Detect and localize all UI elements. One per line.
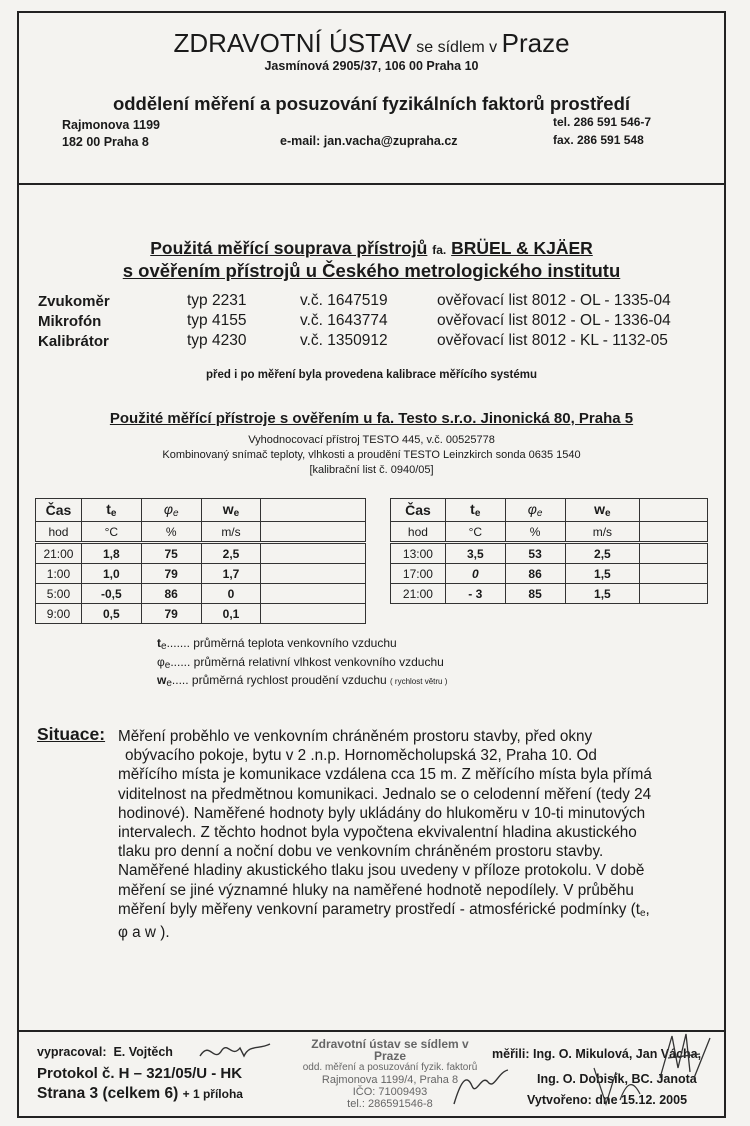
testo-line-1: Vyhodnocovací přístroj TESTO 445, v.č. 00525778 [248,434,495,446]
equip-type: typ 2231 [187,292,247,309]
legend-wind: $w_e$..... průměrná rychlost proudění vzduchu ( rychlost větru ) [157,673,448,689]
situation-label: Situace: [37,724,106,744]
fax: fax. 286 591 548 [553,133,644,147]
dept-city: 182 00 Praha 8 [62,135,149,149]
table-row: 21:00 - 3 85 1,5 [391,584,708,604]
equip-type: typ 4230 [187,332,247,349]
unit-temp: °C [445,522,505,543]
unit-humidity: % [505,522,565,543]
equip-type: typ 4155 [187,312,247,329]
institute-stamp: Zdravotní ústav se sídlem v Praze odd. měření a posuzování fyzik. faktorů Rajmonova 1199/4, Praha 8 IČO: 71009493 tel.: 286591546-8 [302,1037,478,1110]
equip-name: Kalibrátor [38,333,109,350]
testo-line-3: [kalibrační list č. 0940/05] [309,464,434,476]
situation-text: Měření proběhlo ve venkovním chráněném prostoru stavby, před okny obývacího pokoje, bytu v 2 .n.p. Hornoměcholupská 32, Praha 10. Od měřícího místa je komunikace vzdálena cca 15 m. Z měřícího místa byla přímá viditelnost na předmětnou komunikaci. Jednalo se o celodenní měření (tedy 24 hodinové). Naměřené hodnoty byly ukládány do hlukoměru v 10-ti minutových intervalech. Z těchto hodnot byla vypočtena ekvivalentní hladina akustického tlaku pro denní a noční dobu ve venkovním chráněném prostoru stavby. Naměřené hladiny akustického tlaku jsou uvedeny v příloze protokolu. V době měření se jiné významné hluky na naměřené hodnotě nepodílely. V průběhu měření byly měřeny venkovní parametry prostředí - atmosférické podmínky ($t_e$, φ a w ). [118,728,652,942]
equip-serial: v.č. 1647519 [300,292,388,309]
equipment-title-1: Použitá měřící souprava přístrojů fa. BRÜEL & KJÄER [150,238,593,258]
table-row: 1:00 1,0 79 1,7 [36,564,366,584]
legend-temp: $t_e$....... průměrná teplota venkovního vzduchu [157,636,397,652]
footer-divider [17,1030,726,1032]
unit-wind: m/s [201,522,261,543]
col-humidity: $\varphi_e$ [141,499,201,522]
col-time: Čas [391,499,446,522]
measured-by: měřili: Ing. O. Mikulová, Jan Vácha, [492,1047,702,1061]
signature-icon [448,1064,522,1108]
prepared-by: vypracoval: E. Vojtěch [37,1045,173,1059]
equip-cert: ověřovací list 8012 - KL - 1132-05 [437,332,668,349]
signature-icon [196,1036,276,1066]
protocol-number: Protokol č. H – 321/05/U - HK [37,1065,243,1082]
signature-icon [650,1028,716,1088]
table-row: 21:00 1,8 75 2,5 [36,543,366,564]
testo-line-2: Kombinovaný snímač teploty, vlhkosti a proudění TESTO Leinzkirch sonda 0635 1540 [162,449,581,461]
legend-humidity: $\varphi_e$...... průměrná relativní vlhkost venkovního vzduchu [157,655,444,671]
unit-wind: m/s [565,522,640,543]
col-wind: $w_e$ [201,499,261,522]
equip-serial: v.č. 1350912 [300,332,388,349]
unit-time: hod [36,522,82,543]
department-name: oddělení měření a posuzování fyzikálních faktorů prostředí [112,93,631,114]
equip-name: Mikrofón [38,313,102,330]
col-wind: $w_e$ [565,499,640,522]
equipment-title-2: s ověřením přístrojů u Českého metrologického institutu [122,260,621,281]
col-temp: $t_e$ [445,499,505,522]
equip-cert: ověřovací list 8012 - OL - 1336-04 [437,312,671,329]
created-date: Vytvořeno: dne 15.12. 2005 [527,1093,688,1107]
testo-title: Použité měřící přístroje s ověřením u fa. Testo s.r.o. Jinonická 80, Praha 5 [109,410,634,427]
page-number: Strana 3 (celkem 6) + 1 příloha [37,1085,243,1102]
calibration-note: před i po měření byla provedena kalibrace měřícího systému [205,369,538,381]
unit-temp: °C [81,522,141,543]
table-row: 9:00 0,5 79 0,1 [36,604,366,624]
unit-humidity: % [141,522,201,543]
measured-by-2: Ing. O. Dobisík, BC. Janota [537,1072,697,1086]
col-temp: $t_e$ [81,499,141,522]
header-divider [17,183,726,185]
equip-serial: v.č. 1643774 [300,312,388,329]
col-humidity: $\varphi_e$ [505,499,565,522]
weather-table-right [390,498,708,604]
col-time: Čas [36,499,82,522]
email: e-mail: jan.vacha@zupraha.cz [280,134,458,148]
table-row: 13:00 3,5 53 2,5 [391,543,708,564]
signature-icon [586,1064,646,1108]
unit-time: hod [391,522,446,543]
equip-cert: ověřovací list 8012 - OL - 1335-04 [437,292,671,309]
institute-title: ZDRAVOTNÍ ÚSTAV se sídlem v Praze [173,28,570,58]
phone: tel. 286 591 546-7 [553,115,652,129]
weather-table-left [35,498,366,624]
table-row: 5:00 -0,5 86 0 [36,584,366,604]
table-row: 17:00 0 86 1,5 [391,564,708,584]
institute-address: Jasmínová 2905/37, 106 00 Praha 10 [264,59,479,73]
equip-name: Zvukoměr [38,293,110,310]
dept-street: Rajmonova 1199 [62,118,160,132]
